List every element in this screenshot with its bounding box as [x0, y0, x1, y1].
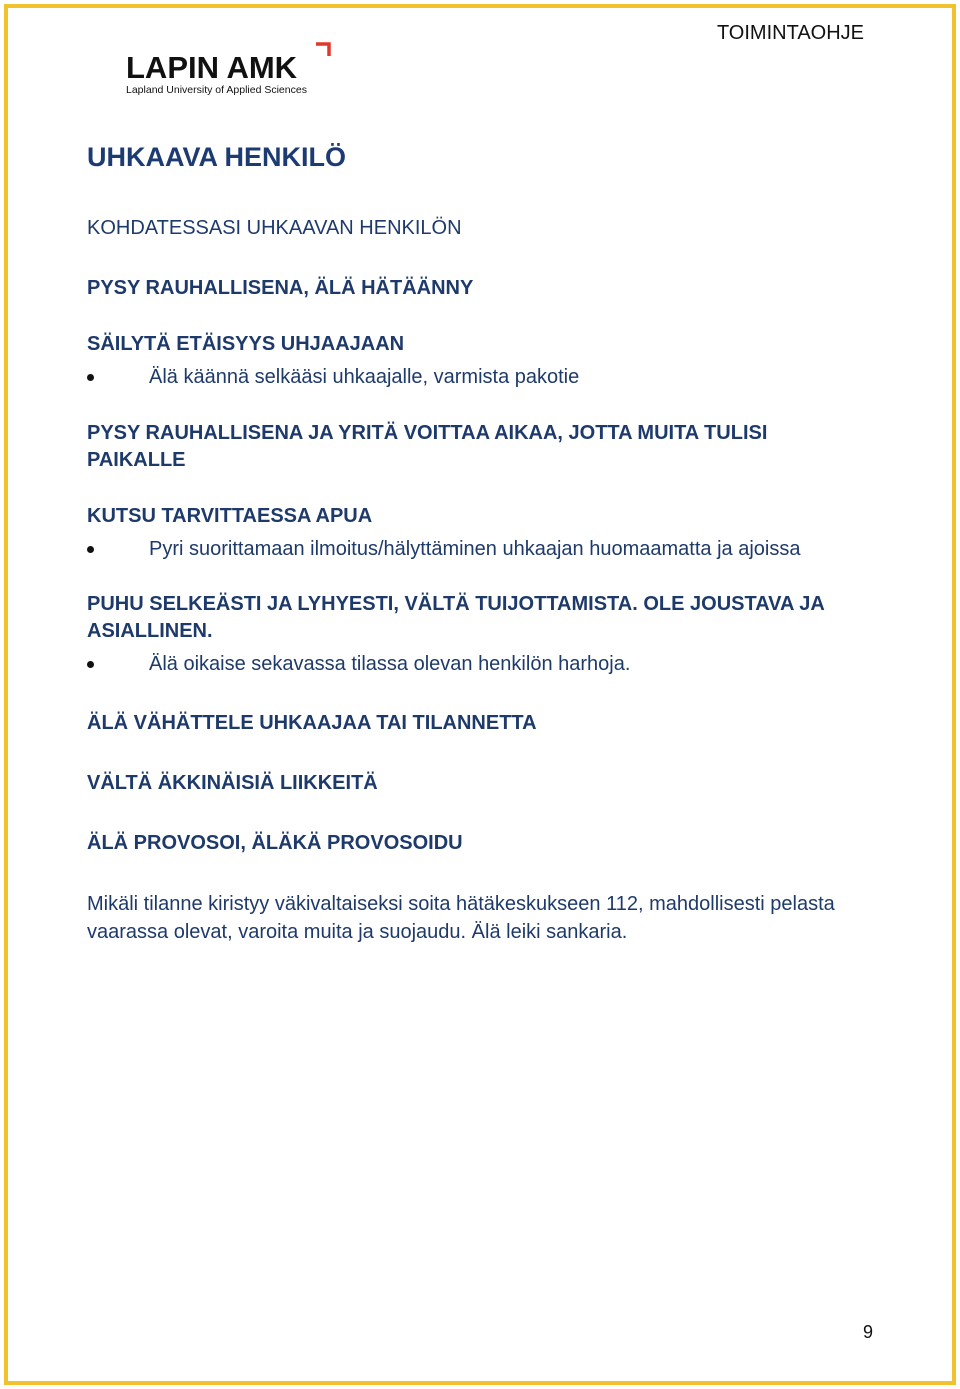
- lapin-amk-logo: [124, 40, 334, 100]
- instruction-heading-cont: ASIALLINEN.: [87, 620, 213, 642]
- instruction-heading: PYSY RAUHALLISENA JA YRITÄ VOITTAA AIKAA, JOTTA MUITA TULISI: [87, 422, 768, 444]
- bullet-dot: [87, 374, 94, 381]
- logo-name: LAPIN AMK: [126, 50, 298, 85]
- logo-tagline: Lapland University of Applied Sciences: [126, 84, 307, 96]
- instruction-heading: KUTSU TARVITTAESSA APUA: [87, 505, 373, 527]
- page-border: [4, 4, 956, 1385]
- instruction-heading: VÄLTÄ ÄKKINÄISIÄ LIIKKEITÄ: [87, 772, 378, 794]
- instruction-heading: PUHU SELKEÄSTI JA LYHYESTI, VÄLTÄ TUIJOTTAMISTA. OLE JOUSTAVA JA: [87, 593, 825, 615]
- instruction-heading-cont: PAIKALLE: [87, 449, 186, 471]
- bullet-dot: [87, 661, 94, 668]
- instruction-heading: PYSY RAUHALLISENA, ÄLÄ HÄTÄÄNNY: [87, 277, 474, 299]
- bullet-item: [149, 535, 800, 563]
- closing-paragraph-line: Mikäli tilanne kiristyy väkivaltaiseksi soita hätäkeskukseen 112, mahdollisesti pelasta: [87, 893, 835, 915]
- instruction-heading: ÄLÄ PROVOSOI, ÄLÄKÄ PROVOSOIDU: [87, 832, 463, 854]
- closing-paragraph-line: vaarassa olevat, varoita muita ja suojaudu. Älä leiki sankaria.: [87, 921, 628, 943]
- page-number: 9: [863, 1322, 874, 1342]
- bullet-text: Älä oikaise sekavassa tilassa olevan henkilön harhoja.: [149, 653, 631, 675]
- instruction-heading: SÄILYTÄ ETÄISYYS UHJAAJAAN: [87, 333, 405, 355]
- logo-corner-mark: [316, 44, 329, 56]
- bullet-dot: [87, 546, 94, 553]
- bullet-item: [149, 650, 630, 678]
- bullet-text: Älä käännä selkääsi uhkaajalle, varmista pakotie: [149, 366, 580, 388]
- page-title: UHKAAVA HENKILÖ: [87, 142, 346, 172]
- document-type-label: TOIMINTAOHJE: [716, 22, 864, 44]
- bullet-item: [149, 363, 579, 391]
- instruction-heading: ÄLÄ VÄHÄTTELE UHKAAJAA TAI TILANNETTA: [87, 712, 537, 734]
- intro-line: KOHDATESSASI UHKAAVAN HENKILÖN: [87, 217, 462, 239]
- bullet-text: Pyri suorittamaan ilmoitus/hälyttäminen uhkaajan huomaamatta ja ajoissa: [149, 538, 801, 560]
